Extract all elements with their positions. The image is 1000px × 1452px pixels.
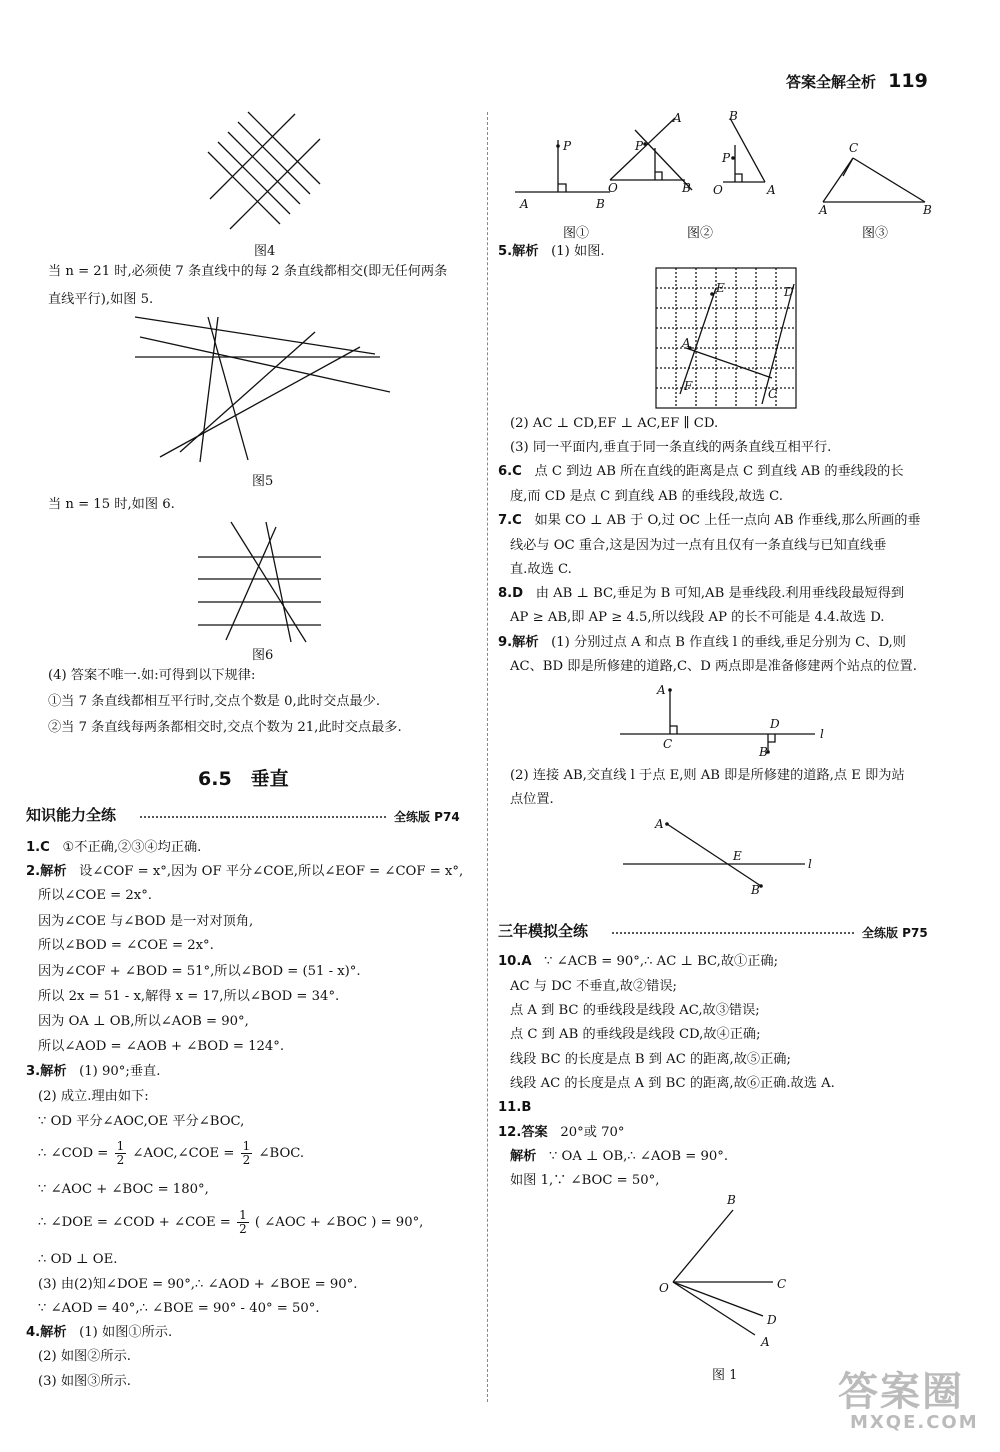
fraction-denominator: 2	[116, 1153, 125, 1167]
question-number: 6.C	[498, 464, 522, 479]
answer-line: (2) 连接 AB,交直线 l 于点 E,则 AB 即是所修建的道路,点 E 即为站	[510, 768, 905, 783]
answer-line: 线段 BC 的长度是点 B 到 AC 的距离,故⑤正确;	[510, 1052, 791, 1067]
answer-line: ∵ ∠AOD = 40°,∴ ∠BOE = 90° - 40° = 50°.	[38, 1301, 320, 1316]
answer-text: 由 AB ⊥ BC,垂足为 B 可知,AB 是垂线段.利用垂线段最短得到	[535, 586, 905, 601]
fraction	[237, 1209, 249, 1236]
question-number: 4.解析	[26, 1325, 67, 1340]
question-6	[498, 462, 904, 482]
formula-part: ∠AOC,∠COE =	[132, 1146, 235, 1161]
answer-text: (1) 分别过点 A 和点 B 作直线 l 的垂线,垂足分别为 C、D,则	[551, 635, 906, 650]
svg-text:F: F	[684, 379, 693, 393]
svg-text:A: A	[819, 203, 828, 217]
answer-line: 线段 AC 的长度是点 A 到 BC 的距离,故⑥正确.故选 A.	[510, 1076, 835, 1091]
fig-caption-3: 图③	[862, 226, 889, 241]
svg-text:B: B	[751, 883, 760, 897]
svg-text:E: E	[716, 281, 725, 295]
question-number: 3.解析	[26, 1064, 67, 1079]
question-5	[498, 242, 605, 262]
svg-text:O: O	[659, 1281, 669, 1295]
answer-line: (2) AC ⊥ CD,EF ⊥ AC,EF ∥ CD.	[510, 416, 719, 431]
question-10	[498, 952, 778, 972]
answer-line: 所以 2x = 51 - x,解得 x = 17,所以∠BOD = 34°.	[38, 989, 340, 1004]
q12-figure-1	[655, 1190, 795, 1360]
fraction	[115, 1140, 127, 1167]
analysis-label: 解析	[510, 1149, 537, 1164]
question-number: 7.C	[498, 513, 522, 528]
answer-line: 因为∠COE 与∠BOD 是一对对顶角,	[38, 914, 254, 929]
answer-line: (3) 由(2)知∠DOE = 90°,∴ ∠AOD + ∠BOE = 90°.	[38, 1277, 358, 1292]
watermark-logo: 答案圈	[838, 1369, 964, 1415]
fraction-numerator: 1	[116, 1139, 125, 1153]
svg-text:B: B	[727, 1193, 736, 1207]
paragraph: ①当 7 条直线都相互平行时,交点个数是 0,此时交点最少.	[48, 694, 381, 709]
question-number: 11.B	[498, 1100, 532, 1115]
dotted-leader	[612, 932, 854, 934]
fig6-caption: 图6	[252, 648, 274, 663]
svg-text:P: P	[563, 139, 572, 153]
fig-caption-2: 图②	[687, 226, 714, 241]
answer-text: ∵ OA ⊥ OB,∴ ∠AOB = 90°.	[548, 1149, 729, 1164]
formula-part: ∠BOC.	[258, 1146, 305, 1161]
answer-line	[510, 1147, 728, 1167]
answer-line: 点位置.	[510, 792, 554, 807]
fig1-caption: 图 1	[712, 1368, 738, 1383]
fraction-numerator: 1	[242, 1139, 251, 1153]
answer-line: AP ≥ AB,即 AP ≥ 4.5,所以线段 AP 的长不可能是 4.4.故选 D.	[510, 610, 885, 625]
answer-line: 所以∠BOD = ∠COE = 2x°.	[38, 938, 214, 953]
svg-text:D: D	[770, 717, 780, 731]
answer-line: 所以∠COE = 2x°.	[38, 888, 152, 903]
svg-text:B: B	[923, 203, 932, 217]
paragraph: 当 n = 21 时,必须使 7 条直线中的每 2 条直线都相交(即无任何两条	[48, 264, 448, 279]
question-9	[498, 633, 906, 653]
question-number: 10.A	[498, 954, 532, 969]
watermark-url: MXQE.COM	[850, 1412, 979, 1433]
svg-text:A: A	[761, 1335, 770, 1349]
figure-5	[130, 312, 390, 462]
answer-text: 点 C 到边 AB 所在直线的距离是点 C 到直线 AB 的垂线段的长	[534, 464, 904, 479]
svg-text:A: A	[520, 197, 529, 211]
figure-2-circled	[600, 110, 710, 210]
answer-line	[38, 1139, 304, 1169]
fraction-numerator: 1	[239, 1208, 247, 1222]
answer-line	[38, 1208, 423, 1238]
svg-text:C: C	[663, 737, 673, 751]
question-number: 5.解析	[498, 244, 539, 259]
answer-text: ①不正确,②③④均正确.	[62, 840, 202, 855]
svg-text:A: A	[655, 817, 664, 831]
answer-line: AC、BD 即是所修建的道路,C、D 两点即是准备修建两个站点的位置.	[510, 659, 917, 674]
dotted-leader	[140, 816, 386, 818]
svg-text:C: C	[849, 141, 859, 155]
answer-line: 点 A 到 BC 的垂线段是线段 AC,故③错误;	[510, 1003, 760, 1018]
svg-text:B: B	[759, 745, 768, 759]
answer-line: 点 C 到 AB 的垂线段是线段 CD,故④正确;	[510, 1027, 761, 1042]
answer-line: ∵ OD 平分∠AOC,OE 平分∠BOC,	[38, 1114, 245, 1129]
answer-line: (2) 如图②所示.	[38, 1349, 132, 1364]
question-number: 9.解析	[498, 635, 539, 650]
svg-text:P: P	[635, 139, 644, 153]
question-number: 2.解析	[26, 864, 67, 879]
page-number: 119	[888, 70, 928, 92]
question-11	[498, 1098, 531, 1118]
formula-part: ( ∠AOC + ∠BOC ) = 90°,	[254, 1215, 424, 1230]
svg-text:D: D	[767, 1313, 777, 1327]
paragraph: 当 n = 15 时,如图 6.	[48, 497, 175, 512]
question-12	[498, 1123, 624, 1143]
fig5-caption: 图5	[252, 474, 274, 489]
fraction-denominator: 2	[242, 1153, 251, 1167]
fig-caption-1: 图①	[563, 226, 590, 241]
answer-line: 如图 1,∵ ∠BOC = 50°,	[510, 1173, 660, 1188]
svg-text:O: O	[608, 181, 618, 195]
answer-line: ∴ OD ⊥ OE.	[38, 1252, 118, 1267]
answer-line: (2) 成立.理由如下:	[38, 1089, 149, 1104]
svg-text:E: E	[733, 849, 742, 863]
answer-line: 因为∠COF + ∠BOD = 51°,所以∠BOD = (51 - x)°.	[38, 964, 361, 979]
svg-text:l: l	[808, 857, 812, 871]
answer-text: (1) 如图①所示.	[79, 1325, 173, 1340]
q9-figure-1	[615, 680, 830, 775]
svg-text:P: P	[722, 151, 731, 165]
answer-line: 线必与 OC 重合,这是因为过一点有且仅有一条直线与已知直线垂	[510, 538, 887, 553]
question-4	[26, 1323, 172, 1343]
figure-4	[190, 104, 340, 234]
question-7	[498, 511, 921, 531]
svg-text:C: C	[768, 387, 778, 401]
page-ref: 全练版 P74	[394, 810, 460, 824]
svg-text:B: B	[596, 197, 605, 211]
page-ref: 全练版 P75	[862, 926, 928, 940]
question-number: 1.C	[26, 840, 50, 855]
answer-line: 因为 OA ⊥ OB,所以∠AOB = 90°,	[38, 1014, 249, 1029]
question-number: 12.答案	[498, 1125, 548, 1140]
answer-text: (1) 如图.	[551, 244, 605, 259]
q9-figure-2	[615, 808, 820, 897]
section-title: 6.5 垂直	[198, 768, 289, 790]
answer-line: 所以∠AOD = ∠AOB + ∠BOD = 124°.	[38, 1039, 285, 1054]
question-2	[26, 862, 463, 882]
figure-3-circled-a	[705, 110, 790, 210]
svg-text:l: l	[820, 727, 824, 741]
answer-text: 20°或 70°	[560, 1125, 625, 1140]
svg-text:B: B	[729, 109, 738, 123]
svg-text:C: C	[777, 1277, 787, 1291]
question-3	[26, 1062, 160, 1082]
answer-text: 如果 CO ⊥ AB 于 O,过 OC 上任一点向 AB 作垂线,那么所画的垂	[534, 513, 921, 528]
figure-6	[196, 522, 326, 644]
svg-text:O: O	[713, 183, 723, 197]
answer-line: AC 与 DC 不垂直,故②错误;	[510, 979, 677, 994]
svg-text:A: A	[767, 183, 776, 197]
grid-figure	[656, 268, 798, 410]
sub-heading: 知识能力全练	[26, 806, 117, 824]
figure-3-circled-b	[815, 140, 940, 220]
svg-text:B: B	[682, 181, 691, 195]
answer-line: 直.故选 C.	[510, 562, 572, 577]
svg-text:D: D	[784, 285, 794, 299]
fraction-denominator: 2	[239, 1222, 247, 1236]
svg-text:A: A	[673, 111, 682, 125]
svg-text:A: A	[657, 683, 666, 697]
header	[786, 70, 928, 92]
column-divider	[487, 112, 488, 1402]
fraction	[241, 1140, 253, 1167]
answer-line: (3) 如图③所示.	[38, 1374, 132, 1389]
answer-text: (1) 90°;垂直.	[79, 1064, 161, 1079]
formula-part: ∴ ∠COD =	[38, 1146, 109, 1161]
answer-line: 度,而 CD 是点 C 到直线 AB 的垂线段,故选 C.	[510, 489, 783, 504]
formula-part: ∴ ∠DOE = ∠COD + ∠COE =	[38, 1215, 231, 1230]
fig4-caption: 图4	[254, 244, 276, 259]
paragraph: (4) 答案不唯一.如:可得到以下规律:	[48, 668, 256, 683]
answer-text: 设∠COF = x°,因为 OF 平分∠COE,所以∠EOF = ∠COF = x°,	[79, 864, 464, 879]
svg-text:A: A	[682, 336, 691, 350]
sub-heading: 三年模拟全练	[498, 922, 589, 940]
answer-line: (3) 同一平面内,垂直于同一条直线的两条直线互相平行.	[510, 440, 832, 455]
question-8	[498, 584, 904, 604]
answer-line: ∵ ∠AOC + ∠BOC = 180°,	[38, 1182, 209, 1197]
question-number: 8.D	[498, 586, 524, 601]
paragraph: ②当 7 条直线每两条都相交时,交点个数为 21,此时交点最多.	[48, 720, 402, 735]
question-1	[26, 838, 201, 858]
header-title: 答案全解全析	[786, 73, 877, 91]
answer-text: ∵ ∠ACB = 90°,∴ AC ⊥ BC,故①正确;	[544, 954, 779, 969]
paragraph: 直线平行),如图 5.	[48, 292, 154, 307]
